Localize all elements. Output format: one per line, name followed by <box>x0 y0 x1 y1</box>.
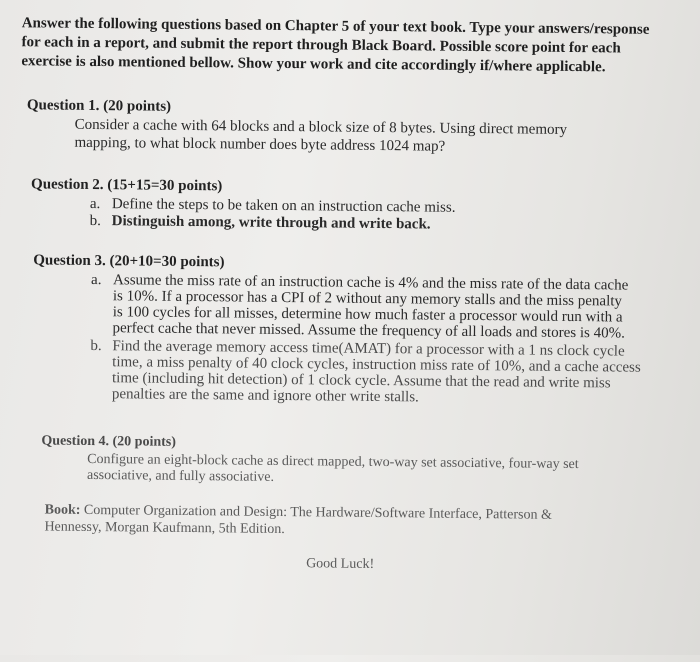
question-3-title: Question 3. (20+10=30 points) <box>33 252 225 271</box>
question-3a-line-3: is 100 cycles for all misses, determine how much faster a processor would run with a <box>112 304 623 326</box>
question-2a-text: Define the steps to be taken on an instruction cache miss. <box>111 196 456 216</box>
question-4-line-1: Configure an eight-block cache as direct mapped, two-way set associative, four-way set <box>87 451 579 473</box>
question-1-title: Question 1. (20 points) <box>26 97 172 115</box>
closing-text: Good Luck! <box>306 556 375 572</box>
intro-line-2: for each in a report, and submit the report through Black Board. Possible score point for each <box>21 34 621 57</box>
question-3b-marker: b. <box>90 337 102 355</box>
question-2a-marker: a. <box>89 195 101 213</box>
book-title: Computer Organization and Design: The Hardware/Software Interface, Patterson & <box>83 502 552 523</box>
question-1-line-2: mapping, to what block number does byte address 1024 map? <box>74 134 446 155</box>
question-3a-line-2: is 10%. If a processor has a CPI of 2 without any memory stalls and the miss penalty <box>112 288 623 310</box>
question-3b-line-2: time, a miss penalty of 40 clock cycles, instruction miss rate of 10%, and a cache access <box>112 354 641 376</box>
question-4-title: Question 4. (20 points) <box>41 433 177 450</box>
intro-line-1: Answer the following questions based on Chapter 5 of your text book. Type your answers/response <box>21 15 650 38</box>
question-4-line-2: associative, and fully associative. <box>86 467 275 485</box>
book-reference-line-2: Hennessy, Morgan Kaufmann, 5th Edition. <box>44 519 285 538</box>
question-3b-line-3: time (including hit detection) of 1 clock cycle. Assume that the read and write miss <box>111 370 611 392</box>
intro-line-3: exercise is also mentioned bellow. Show your work and cite accordingly if/where applicable. <box>21 53 606 76</box>
question-1-line-1: Consider a cache with 64 blocks and a block size of 8 bytes. Using direct memory <box>74 116 568 138</box>
question-3a-marker: a. <box>90 271 102 289</box>
question-2b-marker: b. <box>89 212 102 230</box>
question-2b <box>90 213 431 233</box>
question-2-title: Question 2. (15+15=30 points) <box>30 176 223 195</box>
question-3a-line-4: perfect cache that never missed. Assume the frequency of all loads and stores is 40%. <box>112 320 625 342</box>
question-2b-text: Distinguish among, write through and write back. <box>111 213 431 233</box>
question-3a-text-1: Assume the miss rate of an instruction cache is 4% and the miss rate of the data cache <box>112 272 629 294</box>
book-label: Book: <box>44 502 81 518</box>
question-3b-line-4: penalties are the same and ignore other write stalls. <box>111 386 419 406</box>
question-3b-text-1: Find the average memory access time(AMAT) for a processor with a 1 ns clock cycle <box>112 338 625 360</box>
